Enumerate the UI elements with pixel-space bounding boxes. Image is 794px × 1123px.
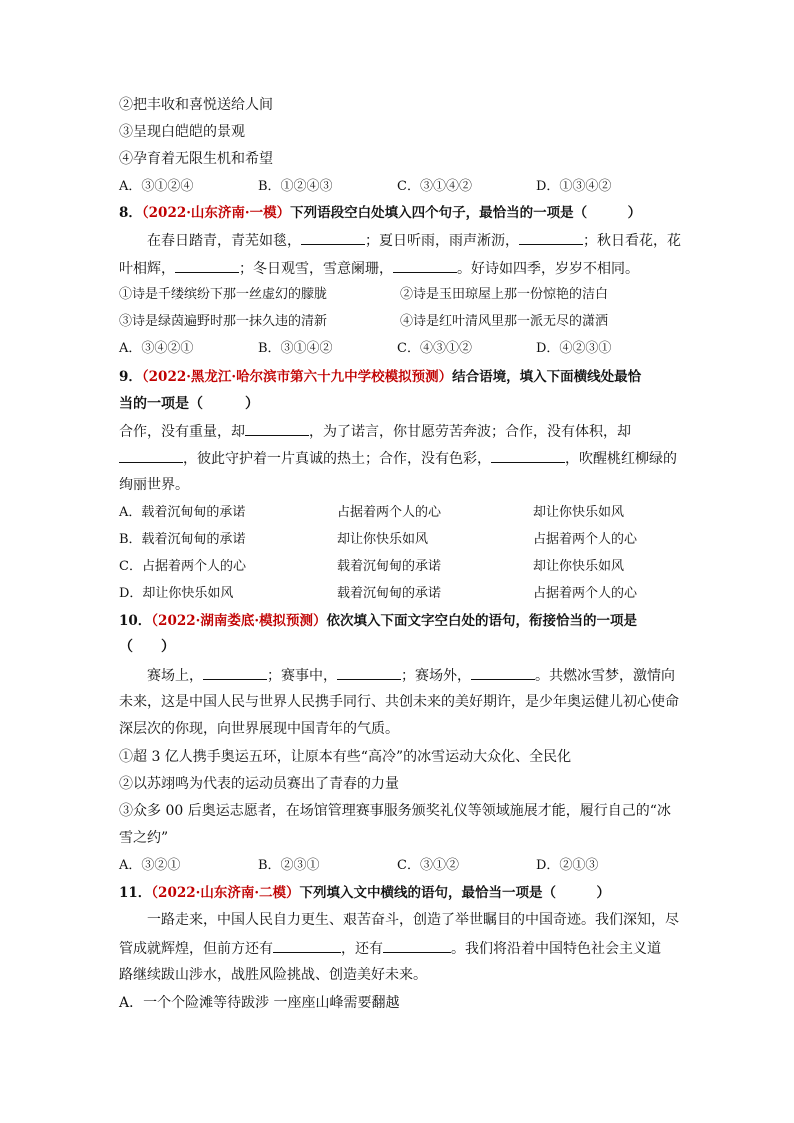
q8-item-1: ①诗是千缕缤纷下那一丝虚幻的朦胧 [119, 287, 328, 302]
q7-item-4: ④孕育着无限生机和希望 [119, 151, 273, 167]
q8-option-a: A．③④②① [119, 341, 194, 356]
q11-source: （2022·山东济南·二模） [151, 885, 300, 901]
blank [393, 258, 457, 273]
blank [519, 230, 583, 245]
q9-option-d-3: 占据着两个人的心 [533, 586, 638, 601]
q11-para-line3: 路继续跋山涉水，战胜风险挑战、创造美好未来。 [119, 967, 427, 983]
q10-source: （2022·湖南娄底·模拟预测） [151, 613, 327, 629]
q9-option-c-2: 载着沉甸甸的承诺 [337, 559, 442, 574]
q7-option-d: D．①③④② [536, 179, 612, 194]
blank [245, 421, 309, 436]
text: 合作，没有重量，却 [119, 424, 245, 440]
blank [175, 258, 239, 273]
q8-para-line2 [119, 258, 679, 279]
blank [383, 938, 451, 953]
q10-stem-line2: （ ） [119, 639, 175, 655]
text: ；赛场外， [401, 668, 471, 684]
q9-option-d-2: 载着沉甸甸的承诺 [337, 586, 442, 601]
q8-option-c: C．④③①② [397, 341, 472, 356]
q7-item-3: ③呈现白皑皑的景观 [119, 124, 245, 140]
q8-para-line1 [147, 230, 707, 251]
q10-para-line2: 未来，这是中国人民与世界人民携手同行、共创未来的美好期许，是少年奥运健儿初心使命 [119, 694, 679, 710]
blank [301, 230, 365, 245]
text: ，为了诺言，你甘愿劳苦奔波；合作，没有体积，却 [309, 424, 631, 440]
text: ，还有 [341, 941, 383, 957]
q11-para-line1: 一路走来，中国人民自力更生、艰苦奋斗，创造了举世瞩目的中国奇迹。我们深知，尽 [147, 912, 679, 928]
q10-number: 10． [119, 613, 152, 629]
q9-option-c-1: C．占据着两个人的心 [119, 559, 246, 574]
q10-option-a: A．③②① [119, 858, 181, 873]
q9-stem-line2: 当的一项是（ ） [119, 396, 259, 412]
q8-stem [119, 203, 679, 223]
q8-item-3: ③诗是绿茵遍野时那一抹久违的清新 [119, 314, 328, 329]
q7-option-b: B．①②④③ [258, 179, 333, 194]
q11-option-a: A．一个个险滩等待跋涉 一座座山峰需要翻越 [119, 995, 400, 1011]
q9-para-line3: 绚丽世界。 [119, 477, 189, 493]
text: 。我们将沿着中国特色社会主义道 [451, 941, 661, 957]
q8-option-d: D．④②③① [536, 341, 612, 356]
q9-stem-text: 结合语境，填入下面横线处最恰 [452, 369, 642, 385]
q10-stem [119, 611, 679, 631]
q9-option-a-2: 占据着两个人的心 [337, 505, 442, 520]
text: 在春日踏青，青芜如毯， [147, 233, 301, 249]
text: ；赛事中， [267, 668, 337, 684]
q9-stem [119, 367, 679, 387]
q11-stem-text: 下列填入文中横线的语句，最恰当一项是（ ） [299, 885, 611, 901]
q9-para-line1 [119, 421, 679, 442]
blank [203, 665, 267, 680]
text: ；冬日观雪，雪意阑珊， [239, 261, 393, 277]
blank [273, 938, 341, 953]
q7-item-2: ②把丰收和喜悦送给人间 [119, 97, 273, 113]
q9-option-b-1: B．载着沉甸甸的承诺 [119, 532, 246, 547]
blank [491, 448, 565, 463]
q9-option-d-1: D．却让你快乐如风 [119, 586, 234, 601]
q10-item-3-cont: 雪之约” [119, 830, 169, 846]
q10-para-line1 [147, 665, 707, 686]
q9-option-b-2: 却让你快乐如风 [337, 532, 429, 547]
q10-option-d: D．②①③ [536, 858, 599, 873]
q7-option-c: C．③①④② [397, 179, 472, 194]
text: 管成就辉煌，但前方还有 [119, 941, 273, 957]
q8-item-4: ④诗是红叶清风里那一派无尽的潇洒 [400, 314, 609, 329]
q9-option-a-1: A．载着沉甸甸的承诺 [119, 505, 246, 520]
q8-item-2: ②诗是玉田琼屋上那一份惊艳的洁白 [400, 287, 609, 302]
q9-option-b-3: 占据着两个人的心 [533, 532, 638, 547]
text: ，吹醒桃红柳绿的 [565, 451, 677, 467]
q10-option-b: B．②③① [258, 858, 320, 873]
q10-para-line3: 深层次的你现，向世界展现中国青年的气质。 [119, 721, 399, 737]
q9-option-c-3: 却让你快乐如风 [533, 559, 625, 574]
q8-option-b: B．③①④② [258, 341, 333, 356]
q10-item-3: ③众多 00 后奥运志愿者，在场馆管理赛事服务颁奖礼仪等领域施展才能，履行自己的“冰 [119, 803, 671, 819]
q11-stem [119, 883, 679, 903]
q10-item-2: ②以苏翊鸣为代表的运动员赛出了青春的力量 [119, 776, 399, 792]
q7-option-a: A．③①②④ [119, 179, 194, 194]
q9-number: 9． [119, 369, 142, 385]
q8-number: 8． [119, 205, 142, 221]
blank [119, 448, 183, 463]
q8-source: （2022·山东济南·一模） [141, 205, 291, 221]
text: ；秋日看花，花 [583, 233, 681, 249]
q9-option-a-3: 却让你快乐如风 [533, 505, 625, 520]
text: 赛场上， [147, 668, 203, 684]
q10-option-c: C．③①② [397, 858, 459, 873]
q11-para-line2 [119, 938, 679, 959]
blank [471, 665, 535, 680]
q9-para-line2 [119, 448, 679, 469]
text: ；夏日听雨，雨声淅沥， [365, 233, 519, 249]
q8-stem-text: 下列语段空白处填入四个句子，最恰当的一项是（ ） [290, 205, 642, 221]
q9-source: （2022·黑龙江·哈尔滨市第六十九中学校模拟预测） [141, 369, 453, 385]
blank [337, 665, 401, 680]
text: 叶相辉， [119, 261, 175, 277]
q10-item-1: ①超 3 亿人携手奥运五环，让原本有些“高冷”的冰雪运动大众化、全民化 [119, 749, 572, 765]
text: 。好诗如四季，岁岁不相同。 [457, 261, 639, 277]
text: 。共燃冰雪梦，激情向 [535, 668, 675, 684]
text: ，彼此守护着一片真诚的热土；合作，没有色彩， [183, 451, 491, 467]
q10-stem-text: 依次填入下面文字空白处的语句，衔接恰当的一项是 [326, 613, 638, 629]
q11-number: 11． [119, 885, 152, 901]
